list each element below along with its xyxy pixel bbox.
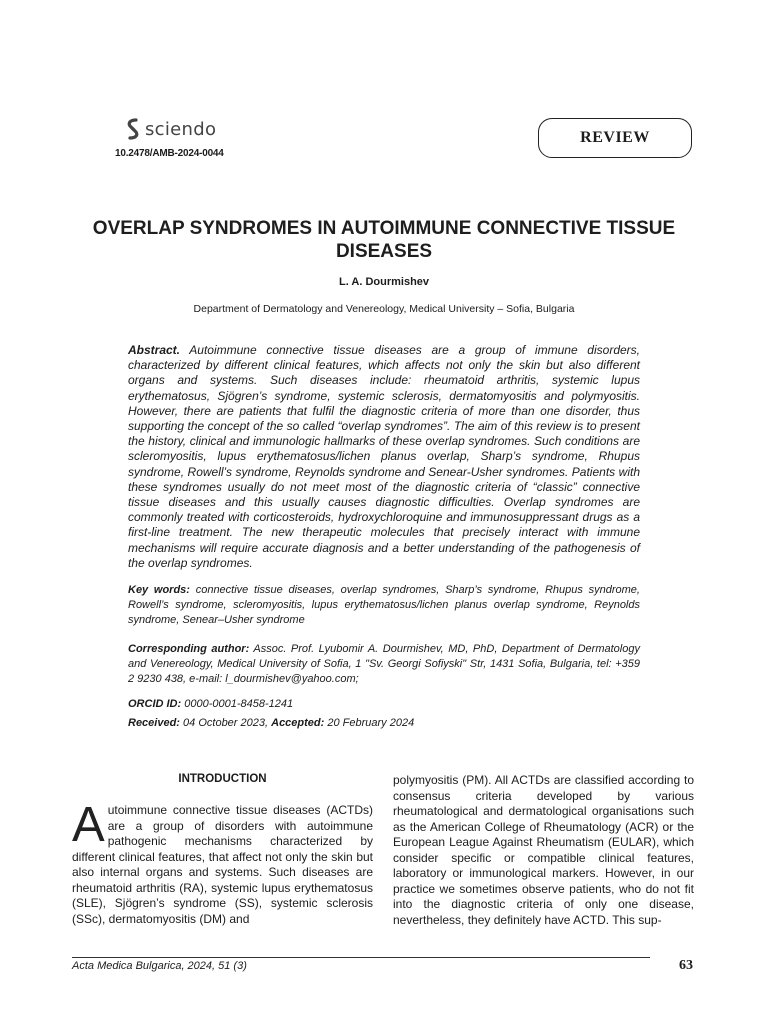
keywords-text: connective tissue diseases, overlap syndromes, Sharp’s syndrome, Rhupus syndrome, Rowell’s syndrome, scleromyositis, lupus erythematosus/lichen planus overlap syndrome, Reynolds syndrome, Senear–Usher syndrome bbox=[128, 584, 640, 626]
abstract-label: Abstract. bbox=[128, 343, 181, 357]
publisher-name: sciendo bbox=[145, 118, 217, 140]
orcid bbox=[128, 697, 640, 712]
author: L. A. Dourmishev bbox=[338, 276, 430, 288]
introduction-left-text: utoimmune connective tissue diseases (ACTDs) are a group of disorders with autoimmune pathogenic mechanisms characterized by different clinical features, that affect not only the skin but also internal organs and systems. Such diseases are rheumatoid arthritis (RA), systemic lupus erythematosus (SLE), Sjögren’s syndrome (SS), systemic sclerosis (SSc), dermatomyositis (DM) and bbox=[72, 803, 373, 926]
introduction-right-column: polymyositis (PM). All ACTDs are classified according to consensus criteria developed by various rheumatological and dermatological organisations such as the American College of Rheumatology (ACR) or the European League Against Rheumatism (EULAR), which consider specific or compatible clinical features, laboratory or immunological markers. However, in our practice we sometimes observe patients, who do not fit into the diagnostic criteria of only one disease, nevertheless, they definitely have ACTD. This sup- bbox=[393, 773, 694, 927]
orcid-value: 0000-0001-8458-1241 bbox=[184, 698, 294, 710]
abstract bbox=[128, 343, 640, 571]
accepted-label: Accepted: bbox=[271, 717, 325, 729]
drop-cap: A bbox=[72, 798, 105, 852]
corresponding-author bbox=[128, 642, 640, 687]
keywords-label: Key words: bbox=[128, 584, 190, 596]
article-dates bbox=[128, 716, 640, 731]
affiliation: Department of Dermatology and Venereology, Medical University – Sofia, Bulgaria bbox=[193, 303, 575, 315]
doi: 10.2478/AMB-2024-0044 bbox=[115, 148, 224, 159]
corresponding-author-text: Assoc. Prof. Lyubomir A. Dourmishev, MD, PhD, Department of Dermatology and Venereology, Medical University of Sofia, 1 "Sv. Georgi Sofiyski" Str, 1431 Sofia, Bulgaria, tel: +359 2 9230 438, e-mail: l_dourmishev@yahoo.com; bbox=[128, 643, 640, 685]
corresponding-author-label: Corresponding author: bbox=[128, 643, 250, 655]
introduction-left-column bbox=[72, 798, 373, 927]
keywords bbox=[128, 583, 640, 628]
article-title: OVERLAP SYNDROMES IN AUTOIMMUNE CONNECTIVE TISSUE DISEASES bbox=[92, 218, 676, 262]
received-label: Received: bbox=[128, 717, 180, 729]
article-type-label: REVIEW bbox=[580, 129, 650, 146]
footer-divider bbox=[72, 957, 650, 958]
received-date: 04 October 2023, bbox=[183, 717, 269, 729]
orcid-label: ORCID ID: bbox=[128, 698, 182, 710]
sciendo-logo-icon bbox=[125, 118, 141, 140]
accepted-date: 20 February 2024 bbox=[327, 717, 415, 729]
journal-citation: Acta Medica Bulgarica, 2024, 51 (3) bbox=[72, 960, 247, 972]
page-number: 63 bbox=[679, 958, 693, 973]
introduction-heading: INTRODUCTION bbox=[178, 773, 267, 785]
publisher-logo bbox=[125, 118, 216, 140]
abstract-text: Autoimmune connective tissue diseases are a group of immune disorders, characterized by different clinical features, which affects not only the skin but also different organs and systems. Such diseases include: rheumatoid arthritis, systemic lupus erythematosus, Sjögren’s syndrome, systemic sclerosis, dermatomyositis and polymyositis. However, there are patients that fulfil the diagnostic criteria of more than one disorder, thus supporting the concept of the so called “overlap syndromes”. The aim of this review is to present the history, clinical and immunologic hallmarks of these overlap syndromes. Such conditions are scleromyositis, lupus erythematosus/lichen planus overlap, Sharp’s syndrome, Rhupus syndrome, Rowell’s syndrome, Reynolds syndrome and Senear-Usher syndromes. Patients with these syndromes usually do not meet most of the diagnostic criteria of “classic” connective tissue diseases and this usually causes diagnostic difficulties. Overlap syndromes are commonly treated with corticosteroids, hydroxychloroquine and immunosuppressant drugs as a first-line treatment. The new therapeutic molecules that precisely interact with immune mechanisms will require accurate diagnosis and a better understanding of the pathogenesis of the overlap syndromes. bbox=[128, 343, 640, 570]
article-type-badge bbox=[538, 118, 692, 158]
